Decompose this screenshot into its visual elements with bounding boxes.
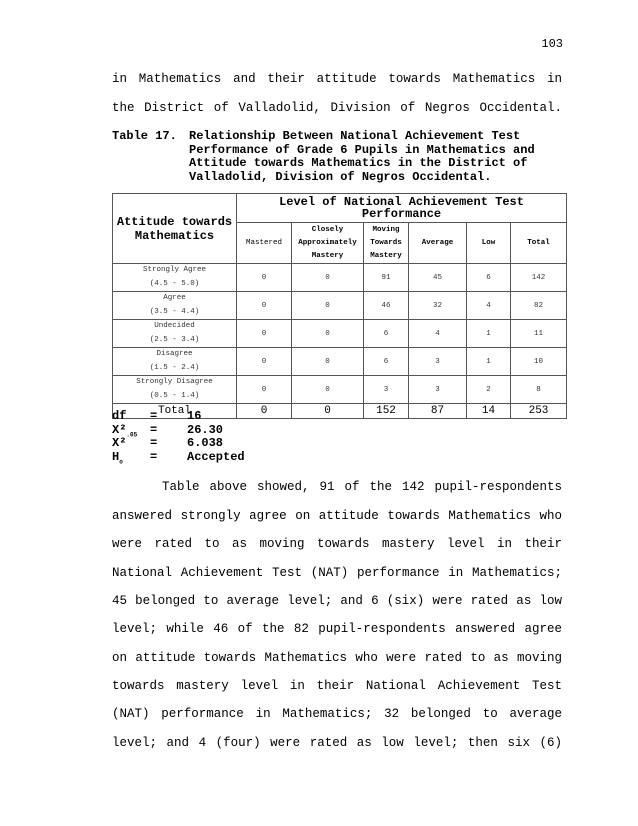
table-row — [113, 376, 567, 404]
caption-line: Relationship Between National Achievement Test — [189, 129, 521, 143]
body-line: level; while 46 of the 82 pupil-respondents answered agree — [112, 622, 562, 636]
stat-equals: = — [150, 449, 158, 464]
total-cell: 0 — [292, 404, 364, 419]
total-cell: 14 — [467, 404, 511, 419]
table-cell: 0 — [292, 292, 364, 320]
table-cell: 10 — [511, 348, 567, 376]
stat-equals: = — [150, 409, 158, 423]
table-row — [113, 348, 567, 376]
column-header: Low — [467, 223, 511, 264]
body-line: Table above showed, 91 of the 142 pupil-respondents — [112, 480, 562, 494]
stat-value: 6.038 — [187, 436, 224, 450]
table-cell: 6 — [364, 320, 409, 348]
caption-text — [189, 130, 535, 184]
table-cell: 1 — [467, 320, 511, 348]
stat-equals: = — [150, 436, 158, 450]
table-cell: 0 — [292, 348, 364, 376]
table-cell: 46 — [364, 292, 409, 320]
column-header: Closely Approximately Mastery — [292, 223, 364, 264]
column-header: Average — [409, 223, 467, 264]
table-cell: 0 — [237, 320, 292, 348]
table-cell: 6 — [467, 264, 511, 292]
stat-label: $X^2_{.05}$ — [112, 422, 138, 438]
body-line: 45 belonged to average level; and 6 (six) were rated as low — [112, 594, 562, 608]
page-number: 103 — [541, 37, 563, 51]
statistics-block — [112, 410, 312, 464]
total-cell: 87 — [409, 404, 467, 419]
stat-row — [112, 437, 312, 451]
table-cell: 0 — [237, 376, 292, 404]
table-cell: 142 — [511, 264, 567, 292]
stat-label: X² — [112, 436, 127, 450]
row-label: Undecided (2.5 - 3.4) — [113, 320, 237, 348]
table-cell: 2 — [467, 376, 511, 404]
table-cell: 3 — [409, 348, 467, 376]
table-cell: 0 — [237, 348, 292, 376]
body-line: (NAT) performance in Mathematics; 32 belonged to average — [112, 707, 562, 721]
caption-line: Valladolid, Division of Negros Occidental. — [189, 169, 492, 184]
stat-value: Accepted — [187, 449, 245, 464]
total-label: Total — [113, 404, 237, 419]
results-table — [112, 193, 567, 419]
table-row — [113, 292, 567, 320]
column-header: Total — [511, 223, 567, 264]
table-cell: 8 — [511, 376, 567, 404]
stat-row — [112, 424, 312, 438]
table-cell: 4 — [467, 292, 511, 320]
body-line: on attitude towards Mathematics who were rated to as moving — [112, 651, 562, 665]
row-label: Strongly Agree (4.5 - 5.0) — [113, 264, 237, 292]
table-cell: 11 — [511, 320, 567, 348]
stat-label: $H_o$ — [112, 449, 123, 465]
table-cell: 1 — [467, 348, 511, 376]
table-row — [113, 320, 567, 348]
intro-line: the District of Valladolid, Division of Negros Occidental. — [112, 101, 562, 115]
table-cell: 0 — [292, 264, 364, 292]
body-line: were rated to as moving towards mastery level in their — [112, 537, 562, 551]
row-label: Agree (3.5 - 4.4) — [113, 292, 237, 320]
stat-label: df — [112, 409, 127, 423]
total-cell: 152 — [364, 404, 409, 419]
header-level: Level of National Achievement Test Performance — [237, 194, 567, 223]
table-cell: 3 — [409, 376, 467, 404]
table-cell: 0 — [237, 292, 292, 320]
row-label: Disagree (1.5 - 2.4) — [113, 348, 237, 376]
header-attitude: Attitude towards Mathematics — [113, 194, 237, 264]
table-cell: 82 — [511, 292, 567, 320]
total-cell: 253 — [511, 404, 567, 419]
body-line: answered strongly agree on attitude towards Mathematics who — [112, 509, 562, 523]
caption-line: Performance of Grade 6 Pupils in Mathematics and — [189, 142, 535, 157]
body-line: towards mastery level in their National Achievement Test — [112, 679, 562, 693]
column-header: Moving Towards Mastery — [364, 223, 409, 264]
table-cell: 32 — [409, 292, 467, 320]
stat-equals: = — [150, 422, 158, 437]
table-cell: 6 — [364, 348, 409, 376]
table-cell: 91 — [364, 264, 409, 292]
intro-line: in Mathematics and their attitude towards Mathematics in — [112, 72, 562, 86]
table-cell: 0 — [237, 264, 292, 292]
table-cell: 3 — [364, 376, 409, 404]
body-line: level; and 4 (four) were rated as low level; then six (6) — [112, 736, 562, 750]
stat-row — [112, 410, 312, 424]
body-line: National Achievement Test (NAT) performance in Mathematics; — [112, 566, 562, 580]
table-cell: 0 — [292, 320, 364, 348]
stat-value: 26.30 — [187, 422, 224, 437]
caption-label: Table 17. — [112, 129, 177, 143]
stat-row — [112, 451, 312, 465]
table-row — [113, 264, 567, 292]
column-header: Mastered — [237, 223, 292, 264]
table-cell: 0 — [292, 376, 364, 404]
table-cell: 4 — [409, 320, 467, 348]
caption-line: Attitude towards Mathematics in the District of — [189, 156, 528, 170]
stat-value: 16 — [187, 409, 202, 423]
table-cell: 45 — [409, 264, 467, 292]
row-label: Strongly Disagree (0.5 - 1.4) — [113, 376, 237, 404]
total-cell: 0 — [237, 404, 292, 419]
